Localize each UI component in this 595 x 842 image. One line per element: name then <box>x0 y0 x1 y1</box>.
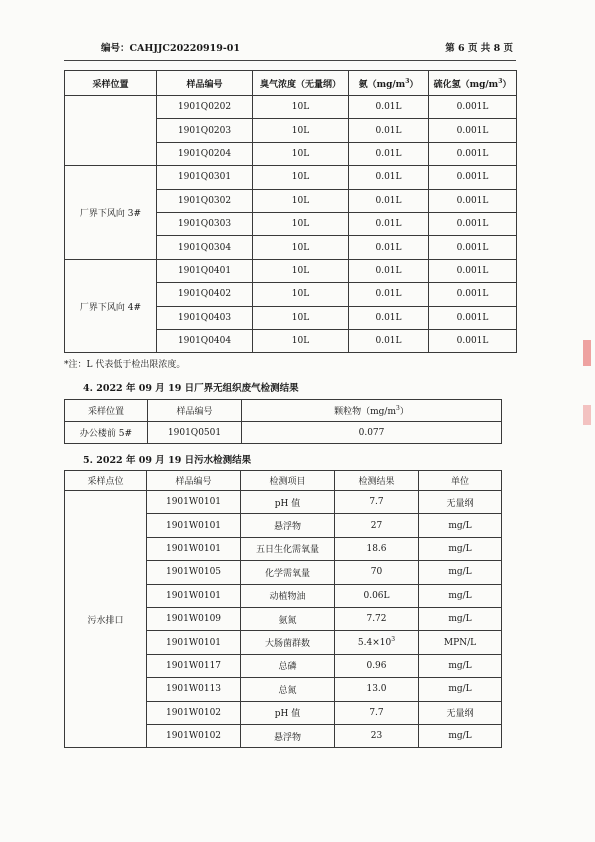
unit-cell: mg/L <box>419 537 502 560</box>
col-header-location: 采样位置 <box>65 71 157 96</box>
sample-id-cell: 1901Q0204 <box>157 142 253 165</box>
location-cell: 厂界下风向 3# <box>65 166 157 260</box>
sample-id-cell: 1901W0102 <box>147 701 241 724</box>
ammonia-cell: 0.01L <box>349 166 429 189</box>
h2s-cell: 0.001L <box>429 236 517 259</box>
item-cell: 动植物油 <box>241 584 335 607</box>
result-cell: 13.0 <box>335 678 419 701</box>
col-header-sample-id: 样品编号 <box>147 471 241 491</box>
sample-id-cell: 1901Q0203 <box>157 119 253 142</box>
h2s-cell: 0.001L <box>429 189 517 212</box>
sample-id-cell: 1901Q0403 <box>157 306 253 329</box>
item-cell: 五日生化需氧量 <box>241 537 335 560</box>
location-cell <box>65 96 157 166</box>
col-header-result: 检测结果 <box>335 471 419 491</box>
location-cell: 办公楼前 5# <box>65 422 148 444</box>
ammonia-cell: 0.01L <box>349 259 429 282</box>
result-cell: 7.7 <box>335 491 419 514</box>
odor-cell: 10L <box>253 236 349 259</box>
sample-id-cell: 1901Q0501 <box>148 422 242 444</box>
page-header <box>101 40 513 56</box>
ammonia-cell: 0.01L <box>349 329 429 352</box>
table-row <box>65 259 517 282</box>
col-header-odor: 臭气浓度（无量纲） <box>253 71 349 96</box>
item-cell: 总氮 <box>241 678 335 701</box>
unit-cell: 无量纲 <box>419 701 502 724</box>
item-cell: 大肠菌群数 <box>241 631 335 654</box>
wastewater-results-table <box>64 470 502 748</box>
odor-gas-results-table <box>64 70 517 353</box>
header-divider <box>64 60 516 61</box>
location-cell: 厂界下风向 4# <box>65 259 157 353</box>
unit-cell: mg/L <box>419 584 502 607</box>
sample-id-cell: 1901W0109 <box>147 607 241 630</box>
particulate-cell: 0.077 <box>242 422 502 444</box>
ammonia-cell: 0.01L <box>349 119 429 142</box>
col-header-sample-id: 样品编号 <box>157 71 253 96</box>
sample-id-cell: 1901Q0202 <box>157 96 253 119</box>
seal-stamp-edge <box>583 340 591 366</box>
h2s-cell: 0.001L <box>429 259 517 282</box>
ammonia-cell: 0.01L <box>349 236 429 259</box>
odor-cell: 10L <box>253 166 349 189</box>
h2s-cell: 0.001L <box>429 329 517 352</box>
detection-limit-note: *注：L 代表低于检出限浓度。 <box>64 360 186 370</box>
h2s-cell: 0.001L <box>429 166 517 189</box>
particulate-results-table <box>64 399 502 444</box>
sample-id-cell: 1901W0117 <box>147 654 241 677</box>
h2s-cell: 0.001L <box>429 142 517 165</box>
sample-id-cell: 1901Q0402 <box>157 283 253 306</box>
ammonia-cell: 0.01L <box>349 96 429 119</box>
sample-id-cell: 1901W0101 <box>147 631 241 654</box>
h2s-cell: 0.001L <box>429 306 517 329</box>
item-cell: 悬浮物 <box>241 514 335 537</box>
section-5-title: 5. 2022 年 09 月 19 日污水检测结果 <box>83 455 252 466</box>
result-cell: 23 <box>335 724 419 747</box>
col-header-item: 检测项目 <box>241 471 335 491</box>
sample-id-cell: 1901W0105 <box>147 561 241 584</box>
result-cell: 0.06L <box>335 584 419 607</box>
sample-id-cell: 1901W0101 <box>147 514 241 537</box>
sample-id-cell: 1901Q0404 <box>157 329 253 352</box>
h2s-cell: 0.001L <box>429 119 517 142</box>
document-number: 编号：CAHJJC20220919-01 <box>101 43 241 54</box>
odor-cell: 10L <box>253 306 349 329</box>
col-header-ammonia: 氨$(mg/m^3)$ <box>349 71 429 96</box>
odor-cell: 10L <box>253 119 349 142</box>
ammonia-cell: 0.01L <box>349 212 429 235</box>
sample-id-cell: 1901W0102 <box>147 724 241 747</box>
location-cell: 污水排口 <box>65 491 147 748</box>
unit-cell: mg/L <box>419 514 502 537</box>
ammonia-cell: 0.01L <box>349 189 429 212</box>
odor-cell: 10L <box>253 212 349 235</box>
col-header-point: 采样点位 <box>65 471 147 491</box>
h2s-cell: 0.001L <box>429 96 517 119</box>
sample-id-cell: 1901Q0301 <box>157 166 253 189</box>
sample-id-cell: 1901W0113 <box>147 678 241 701</box>
sample-id-cell: 1901W0101 <box>147 491 241 514</box>
h2s-cell: 0.001L <box>429 212 517 235</box>
item-cell: 氨氮 <box>241 607 335 630</box>
odor-cell: 10L <box>253 142 349 165</box>
table-header-row <box>65 71 517 96</box>
item-cell: pH 值 <box>241 701 335 724</box>
odor-cell: 10L <box>253 329 349 352</box>
unit-cell: mg/L <box>419 654 502 677</box>
item-cell: 悬浮物 <box>241 724 335 747</box>
result-cell: $5.4\times 10^3$ <box>335 631 419 654</box>
ammonia-cell: 0.01L <box>349 142 429 165</box>
ammonia-cell: 0.01L <box>349 306 429 329</box>
unit-cell: mg/L <box>419 561 502 584</box>
table-row <box>65 491 502 514</box>
sample-id-cell: 1901Q0401 <box>157 259 253 282</box>
table-header-row <box>65 400 502 422</box>
unit-cell: mg/L <box>419 678 502 701</box>
item-cell: 化学需氧量 <box>241 561 335 584</box>
sample-id-cell: 1901Q0304 <box>157 236 253 259</box>
unit-cell: mg/L <box>419 607 502 630</box>
result-cell: 70 <box>335 561 419 584</box>
page-indicator: 第 6 页 共 8 页 <box>445 43 513 54</box>
col-header-h2s: 硫化氢$(mg/m^3)$ <box>429 71 517 96</box>
item-cell: pH 值 <box>241 491 335 514</box>
table-row <box>65 96 517 119</box>
sample-id-cell: 1901W0101 <box>147 584 241 607</box>
col-header-sample-id: 样品编号 <box>148 400 242 422</box>
odor-cell: 10L <box>253 96 349 119</box>
ammonia-cell: 0.01L <box>349 283 429 306</box>
sample-id-cell: 1901Q0303 <box>157 212 253 235</box>
item-cell: 总磷 <box>241 654 335 677</box>
result-cell: 18.6 <box>335 537 419 560</box>
unit-cell: MPN/L <box>419 631 502 654</box>
result-cell: 7.7 <box>335 701 419 724</box>
result-cell: 7.72 <box>335 607 419 630</box>
result-cell: 27 <box>335 514 419 537</box>
sample-id-cell: 1901W0101 <box>147 537 241 560</box>
unit-cell: 无量纲 <box>419 491 502 514</box>
table-row <box>65 422 502 444</box>
odor-cell: 10L <box>253 189 349 212</box>
odor-cell: 10L <box>253 283 349 306</box>
sample-id-cell: 1901Q0302 <box>157 189 253 212</box>
section-4-title: 4. 2022 年 09 月 19 日厂界无组织废气检测结果 <box>83 383 299 394</box>
unit-cell: mg/L <box>419 724 502 747</box>
result-cell: 0.96 <box>335 654 419 677</box>
col-header-unit: 单位 <box>419 471 502 491</box>
h2s-cell: 0.001L <box>429 283 517 306</box>
odor-cell: 10L <box>253 259 349 282</box>
col-header-location: 采样位置 <box>65 400 148 422</box>
table-row <box>65 166 517 189</box>
seal-stamp-edge <box>583 405 591 425</box>
col-header-particulate: 颗粒物$(mg/m^3)$ <box>242 400 502 422</box>
table-header-row <box>65 471 502 491</box>
